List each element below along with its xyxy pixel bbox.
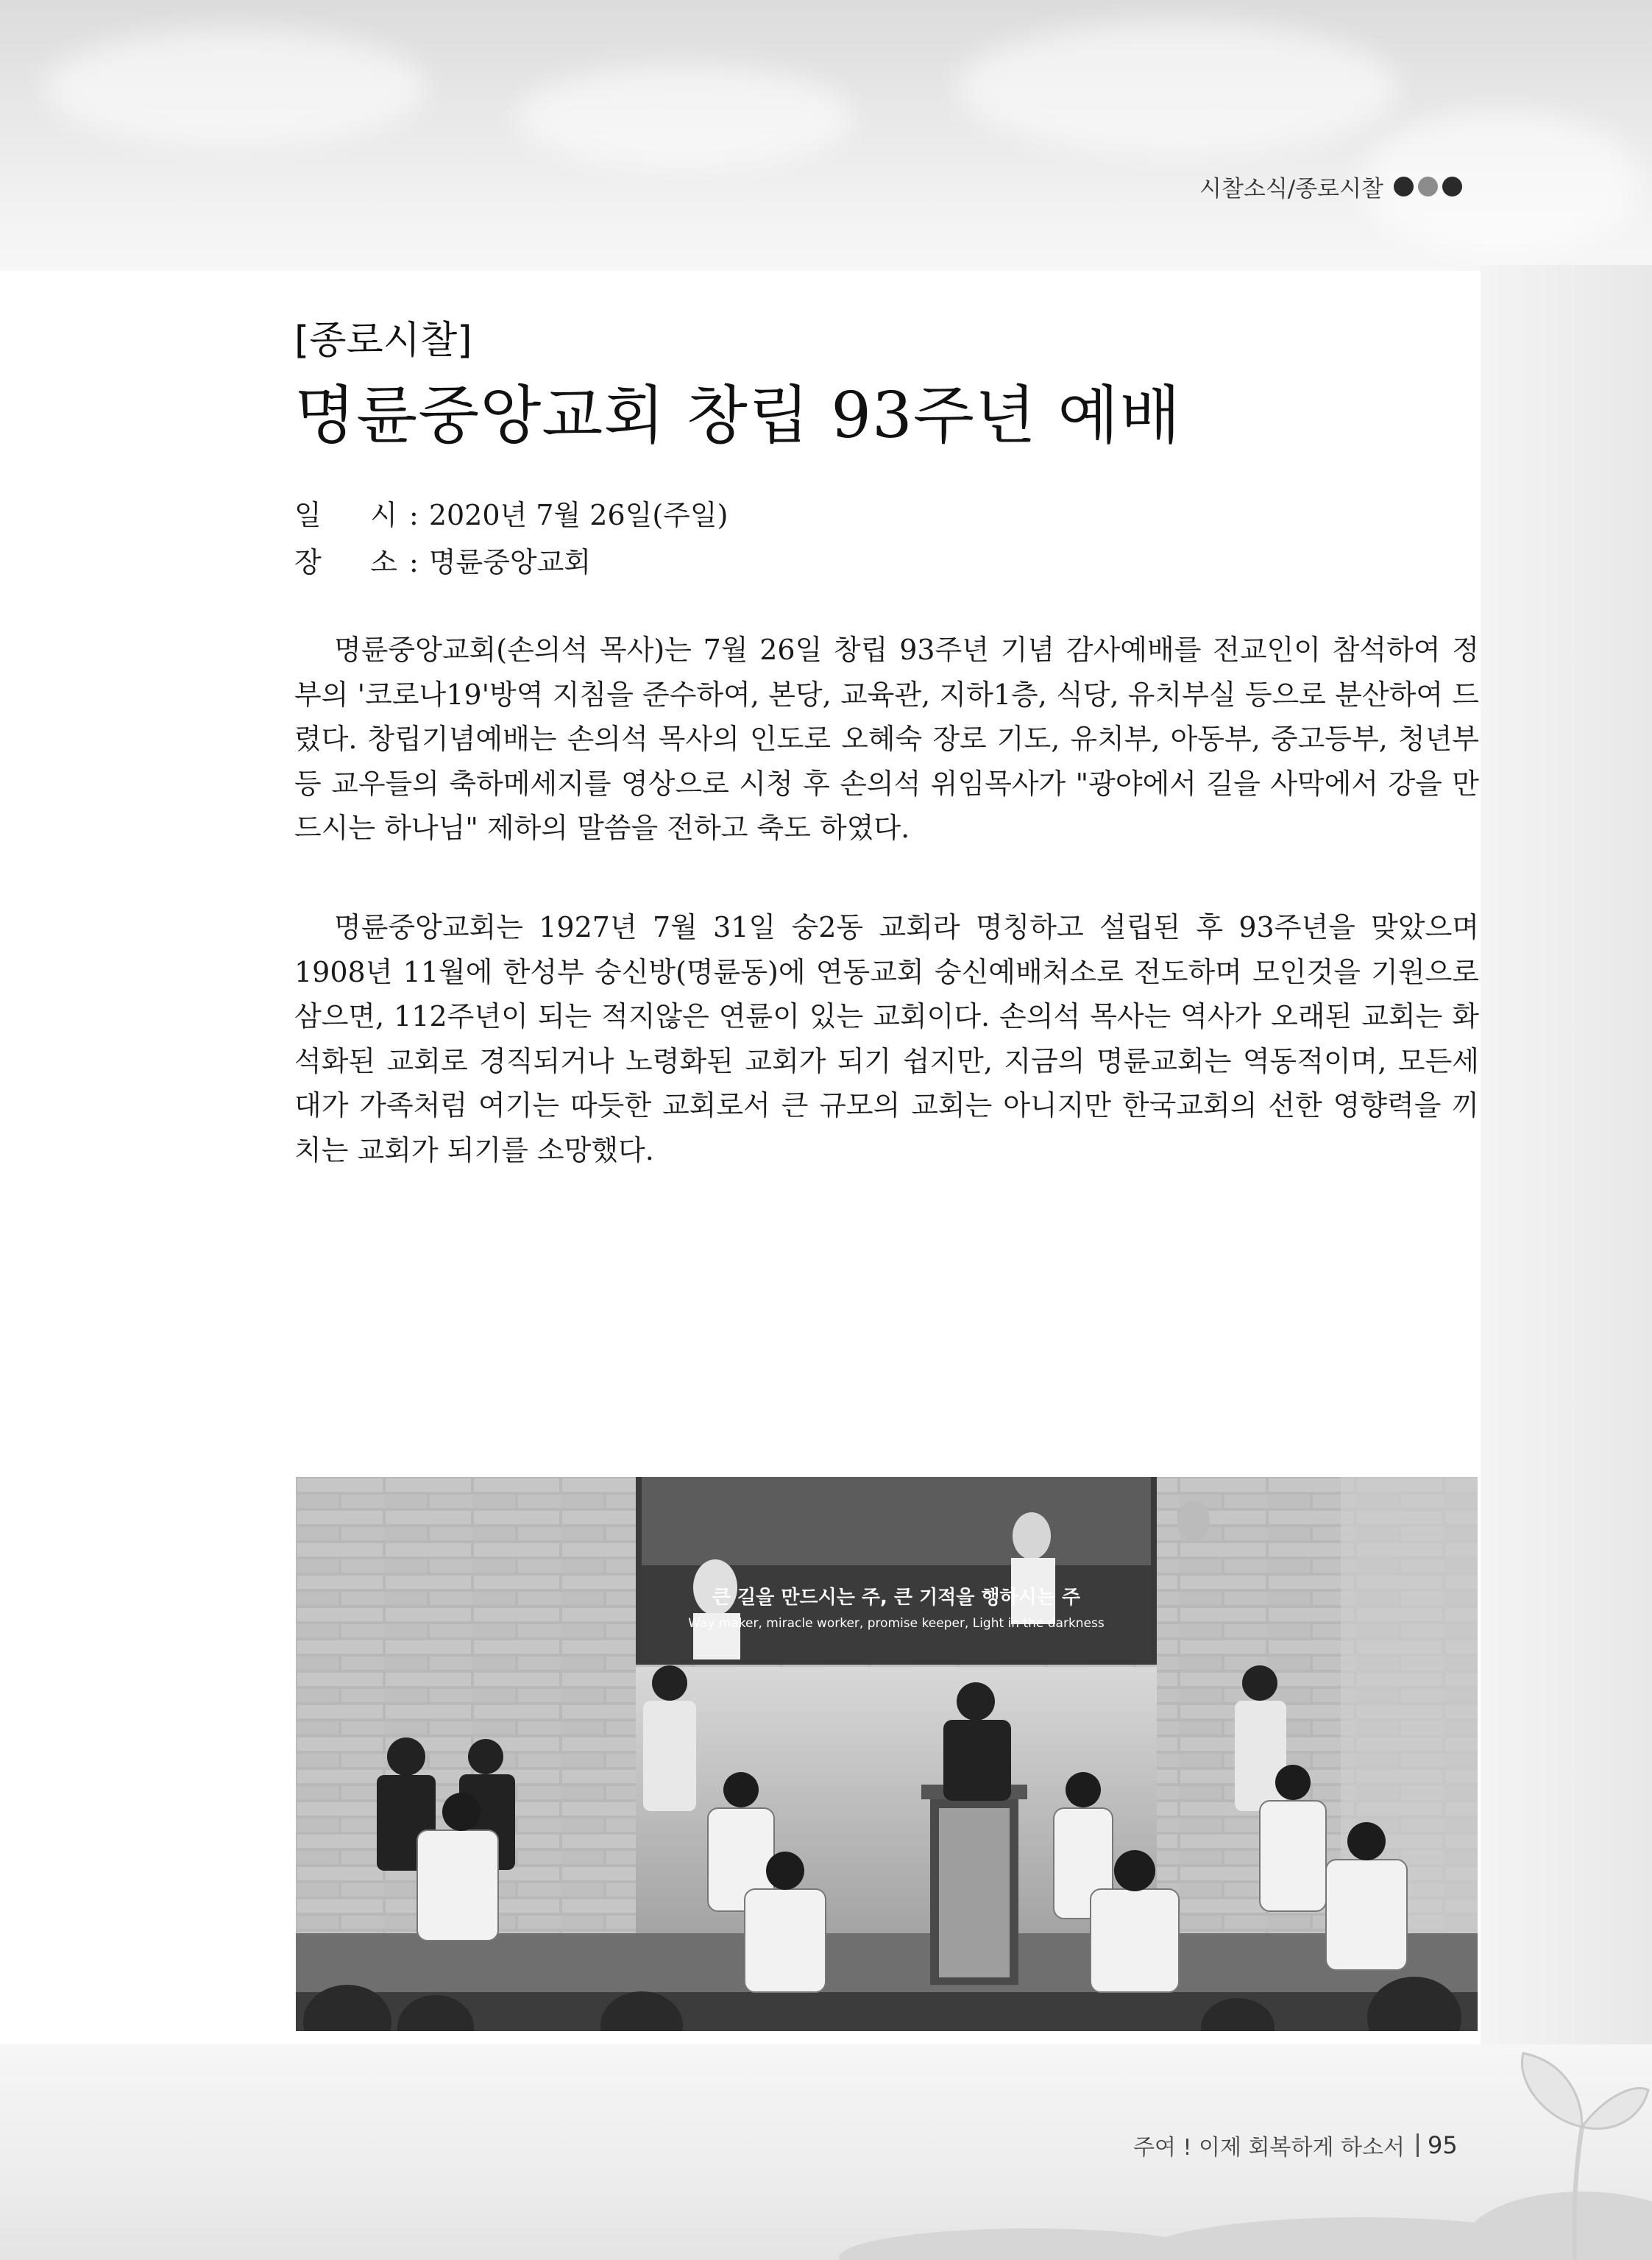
meta-value-date: 2020년 7월 26일(주일) xyxy=(428,499,728,531)
meta-label: 일 시 xyxy=(294,499,397,531)
screen-caption-en: Way maker, miracle worker, promise keeper, Light in the darkness xyxy=(688,1616,1105,1631)
section-label: 시찰소식/종로시찰 xyxy=(1199,175,1384,202)
worship-photo-illustration xyxy=(296,1477,1478,2031)
article-paragraph-1: 명륜중앙교회(손의석 목사)는 7월 26일 창립 93주년 기념 감사예배를 전교인이 참석하여 정부의 '코로나19'방역 지침을 준수하여, 본당, 교육관, 지하1층, 식당, 유치부실 등으로 분산하여 드렸다. 창립기념예배는 손의석 목사의 인도로 오혜숙 장로 기도, 유치부, 아동부, 중고등부, 청년부등 교우들의 축하메세지를 영상으로 시청 후 손의석 위임목사가 "광야에서 길을 사막에서 강을 만드시는 하나님" 제하의 말씀을 전하고 축도 하였다. xyxy=(294,634,1479,844)
article-paragraph-2: 명륜중앙교회는 1927년 7월 31일 숭2동 교회라 명칭하고 설립된 후 93주년을 맞았으며 1908년 11월에 한성부 숭신방(명륜동)에 연동교회 숭신예배처소로 전도하며 모인것을 기원으로 삼으면, 112주년이 되는 적지않은 연륜이 있는 교회이다. 손의석 목사는 역사가 오래된 교회는 화석화된 교회로 경직되거나 노령화된 교회가 되기 쉽지만, 지금의 명륜교회는 역동적이며, 모든세대가 가족처럼 여기는 따듯한 교회로서 큰 규모의 교회는 아니지만 한국교회의 선한 영향력을 끼치는 교회가 되기를 소망했다. xyxy=(294,911,1479,1166)
meta-separator: : xyxy=(409,499,419,531)
meta-value-place: 명륜중앙교회 xyxy=(428,546,592,578)
meta-separator: : xyxy=(409,546,419,578)
meta-label: 장 소 xyxy=(294,546,397,578)
top-background-band xyxy=(0,0,1652,272)
screen-caption-ko: 큰 길을 만드시는 주, 큰 기적을 행하시는 주 xyxy=(712,1587,1081,1609)
meta-row-date xyxy=(294,492,728,539)
section-dots xyxy=(1394,177,1462,196)
event-meta xyxy=(294,492,728,586)
section-header xyxy=(1199,168,1462,205)
article-kicker: [종로시찰] xyxy=(294,319,472,363)
dot-icon xyxy=(1418,177,1438,196)
page-footer xyxy=(1133,2129,1458,2161)
meta-row-place xyxy=(294,539,728,586)
page-number: 95 xyxy=(1427,2131,1458,2159)
dot-icon xyxy=(1442,177,1462,196)
footer-divider xyxy=(1417,2133,1419,2157)
worship-photo xyxy=(296,1477,1478,2031)
right-background-band xyxy=(1479,265,1652,2046)
article-title: 명륜중앙교회 창립 93주년 예배 xyxy=(294,379,1182,453)
dot-icon xyxy=(1394,177,1414,196)
sprout-icon xyxy=(1494,2038,1652,2259)
footer-slogan: 주여 ! 이제 회복하게 하소서 xyxy=(1133,2135,1405,2161)
